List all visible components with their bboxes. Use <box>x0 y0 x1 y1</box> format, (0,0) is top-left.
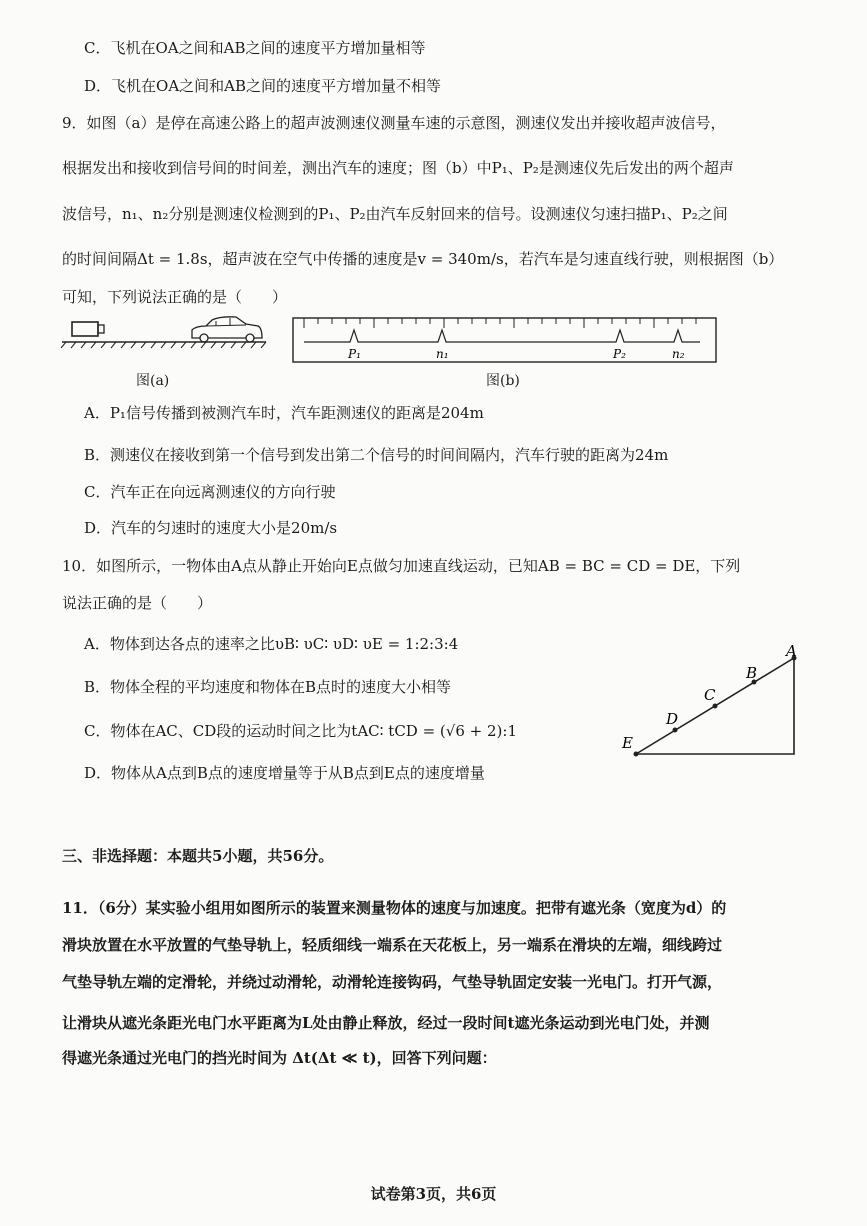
q9-stem-line1: 9．如图（a）是停在高速公路上的超声波测速仪测量车速的示意图，测速仪发出并接收超声波信号， <box>62 114 726 132</box>
q11-line4: 让滑块从遮光条距光电门水平距离为L处由静止释放，经过一段时间t遮光条运动到光电门处，并测 <box>62 1014 710 1032</box>
q11-line3: 气垫导轨左端的定滑轮，并绕过动滑轮，动滑轮连接钩码，气垫导轨固定安装一光电门。打开气源， <box>62 973 723 991</box>
q9-stem-line4: 的时间间隔Δt = 1.8s，超声波在空气中传播的速度是v = 340m/s，若汽车是匀速直线行驶，则根据图（b） <box>62 250 784 268</box>
q9-option-a: A．P₁信号传播到被测汽车时，汽车距测速仪的距离是204m <box>84 404 484 422</box>
point-a-label: A <box>786 642 797 660</box>
point-d-label: D <box>666 710 679 728</box>
q10-option-c: C．物体在AC、CD段的运动时间之比为tAC∶ tCD = (√6 + 2):1 <box>84 722 517 740</box>
q9-stem-line3: 波信号，n₁、n₂分别是测速仪检测到的P₁、P₂由汽车反射回来的信号。设测速仪匀速扫描P₁、P₂之间 <box>62 205 728 223</box>
q10-incline-figure <box>618 640 808 762</box>
q11-line1: 11．（6分）某实验小组用如图所示的装置来测量物体的速度与加速度。把带有遮光条（宽度为d）的 <box>62 899 727 917</box>
point-c-label: C <box>704 686 716 704</box>
section3-heading: 三、非选择题：本题共5小题，共56分。 <box>62 847 334 865</box>
q9-option-d: D．汽车的匀速时的速度大小是20m/s <box>84 519 338 537</box>
q10-stem-line2: 说法正确的是（ ） <box>62 594 213 612</box>
point-b-label: B <box>746 664 758 682</box>
q9-stem-line2: 根据发出和接收到信号间的时间差，测出汽车的速度；图（b）中P₁、P₂是测速仪先后发出的两个超声 <box>62 159 734 177</box>
q10-stem-line1: 10．如图所示，一物体由A点从静止开始向E点做匀加速直线运动，已知AB = BC = CD = DE，下列 <box>62 557 741 575</box>
q11-line5: 得遮光条通过光电门的挡光时间为 Δt(Δt ≪ t)，回答下列问题： <box>62 1049 497 1067</box>
q9-option-b: B．测速仪在接收到第一个信号到发出第二个信号的时间间隔内，汽车行驶的距离为24m <box>84 446 669 464</box>
q10-option-a: A．物体到达各点的速率之比υB∶ υC∶ υD∶ υE = 1:2:3:4 <box>84 635 459 653</box>
point-e-label: E <box>622 734 633 752</box>
q8-option-c: C．飞机在OA之间和AB之间的速度平方增加量相等 <box>84 39 426 57</box>
q9-stem-line5: 可知，下列说法正确的是（ ） <box>62 288 288 306</box>
q10-option-b: B．物体全程的平均速度和物体在B点时的速度大小相等 <box>84 678 452 696</box>
page-footer: 试卷第3页，共6页 <box>370 1185 497 1203</box>
q11-line2: 滑块放置在水平放置的气垫导轨上，轻质细线一端系在天花板上，另一端系在滑块的左端，细线跨过 <box>62 936 723 954</box>
q8-option-d: D．飞机在OA之间和AB之间的速度平方增加量不相等 <box>84 77 442 95</box>
q9-fig-a-label: 图(a) <box>136 373 170 389</box>
fig-b-p1-label: P₁ <box>348 347 361 361</box>
q10-option-d: D．物体从A点到B点的速度增量等于从B点到E点的速度增量 <box>84 764 485 782</box>
fig-b-p2-label: P₂ <box>613 347 626 361</box>
q9-figure-b <box>290 316 722 366</box>
q9-fig-b-label: 图(b) <box>486 373 520 389</box>
q9-figure-a <box>60 312 270 352</box>
q9-option-c: C．汽车正在向远离测速仪的方向行驶 <box>84 483 336 501</box>
fig-b-n2-label: n₂ <box>672 347 685 361</box>
fig-b-n1-label: n₁ <box>436 347 449 361</box>
